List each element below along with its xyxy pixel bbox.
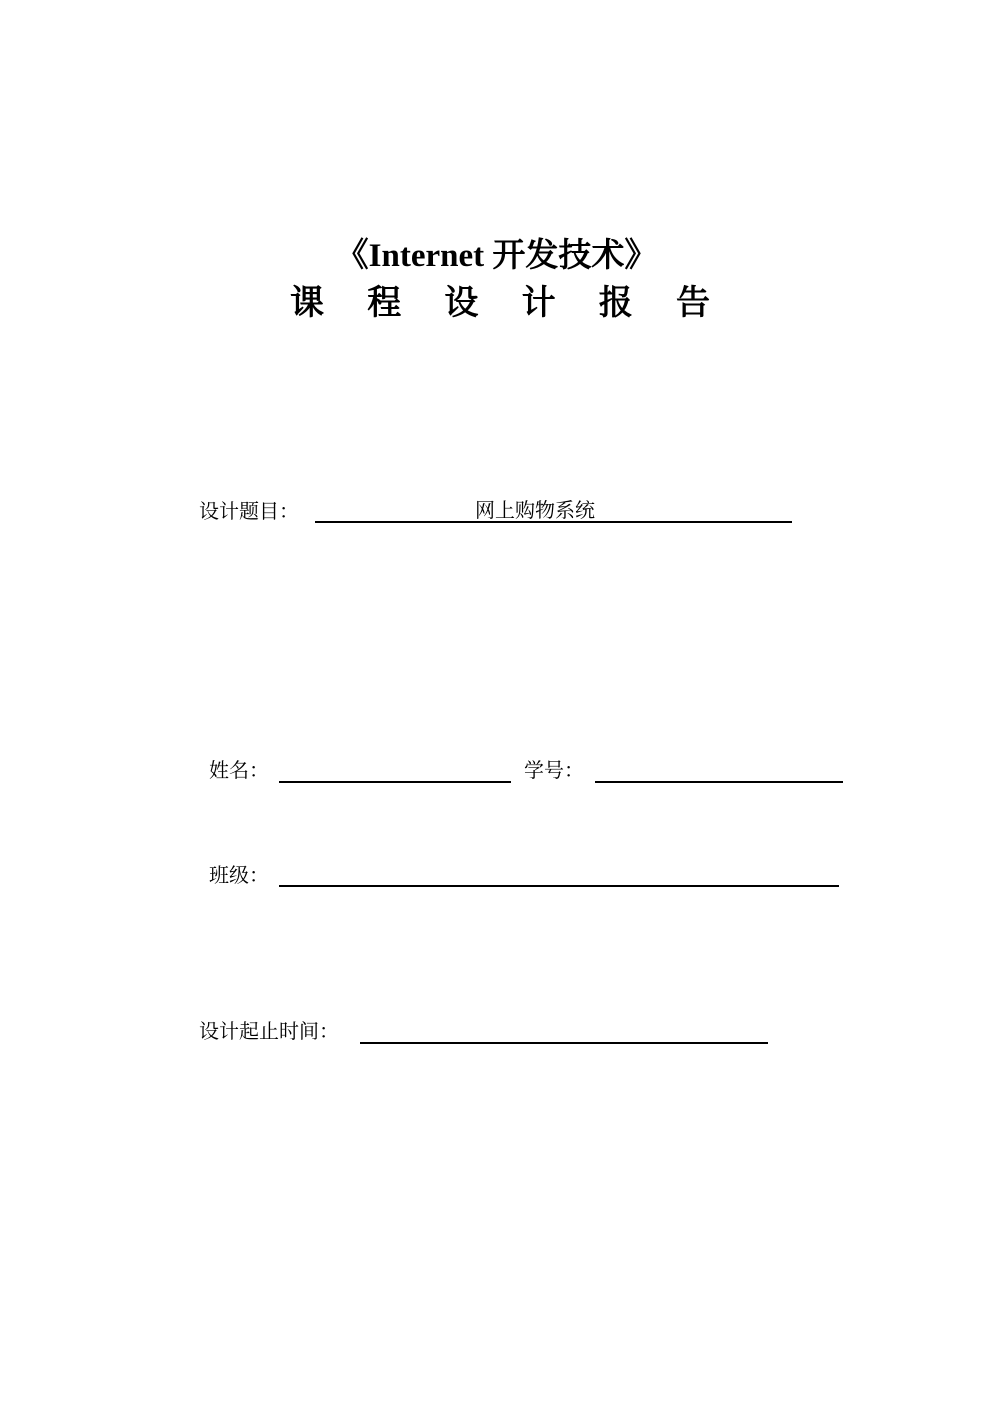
report-course-title: 《Internet 开发技术》 (335, 238, 658, 274)
period-label: 设计起止时间： (199, 1019, 339, 1043)
topic-value: 网上购物系统 (475, 498, 595, 522)
student-id-underline (595, 781, 843, 783)
title-char: 告 (675, 283, 710, 323)
class-label: 班级： (209, 863, 269, 887)
period-underline (360, 1042, 768, 1044)
title-char: 计 (521, 283, 556, 323)
title-char: 程 (367, 283, 402, 323)
student-id-label: 学号： (524, 758, 584, 782)
title-char: 课 (290, 283, 324, 323)
class-underline (279, 885, 839, 887)
name-label: 姓名： (209, 758, 269, 782)
title-char: 设 (444, 283, 479, 323)
report-type-title (290, 280, 710, 326)
title-char: 报 (598, 283, 633, 323)
name-underline (279, 781, 511, 783)
topic-underline (315, 521, 792, 523)
topic-label: 设计题目： (199, 499, 299, 523)
